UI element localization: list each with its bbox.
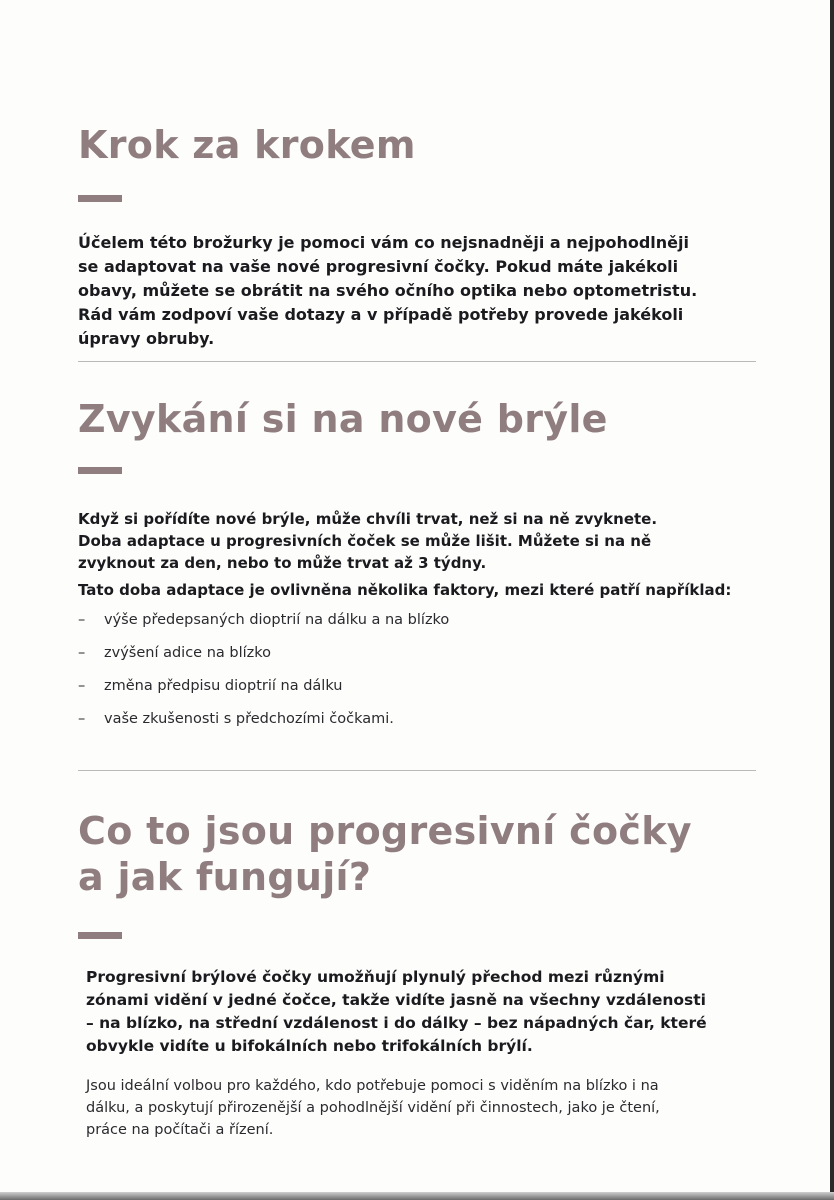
list-item bbox=[78, 645, 718, 678]
adaptation-paragraph bbox=[78, 508, 788, 574]
heading-getting-used-to-glasses: Zvykání si na nové brýle bbox=[78, 397, 608, 441]
adaptation-line: Doba adaptace u progresivních čoček se může lišit. Můžete si na ně bbox=[78, 532, 652, 550]
list-item-text: vaše zkušenosti s předchozími čočkami. bbox=[104, 711, 394, 727]
lens-explanation-line: – na blízko, na střední vzdálenost i do dálky – bez nápadných čar, které bbox=[86, 1014, 707, 1032]
lens-explanation-line: Progresivní brýlové čočky umožňují plynulý přechod mezi různými bbox=[86, 968, 665, 986]
intro-paragraph bbox=[78, 231, 778, 351]
intro-line: úpravy obruby. bbox=[78, 329, 215, 348]
heading-line: a jak fungují? bbox=[78, 855, 372, 899]
heading-accent-bar bbox=[78, 195, 122, 202]
list-item-text: zvýšení adice na blízko bbox=[104, 645, 272, 661]
bullet-dash: – bbox=[78, 612, 86, 628]
list-item-text: výše předepsaných dioptrií na dálku a na blízko bbox=[104, 612, 450, 628]
lens-benefits-line: práce na počítači a řízení. bbox=[86, 1122, 274, 1138]
heading-line: Co to jsou progresivní čočky bbox=[78, 809, 692, 853]
heading-what-are-progressive-lenses bbox=[78, 808, 692, 900]
list-item bbox=[78, 678, 718, 711]
scan-edge-right bbox=[830, 0, 834, 1200]
list-item bbox=[78, 612, 718, 645]
heading-accent-bar bbox=[78, 932, 122, 939]
lens-benefits-line: dálku, a poskytují přirozenější a pohodlnější vidění při činnostech, jako je čtení, bbox=[86, 1100, 660, 1116]
list-item-text: změna předpisu dioptrií na dálku bbox=[104, 678, 343, 694]
factors-intro: Tato doba adaptace je ovlivněna několika faktory, mezi které patří například: bbox=[78, 581, 732, 599]
scan-edge-bottom bbox=[0, 1192, 834, 1200]
section-divider bbox=[78, 361, 756, 362]
lens-explanation-line: zónami vidění v jedné čočce, takže vidíte jasně na všechny vzdálenosti bbox=[86, 991, 706, 1009]
adaptation-line: zvyknout za den, nebo to může trvat až 3 týdny. bbox=[78, 554, 487, 572]
heading-accent-bar bbox=[78, 467, 122, 474]
intro-line: Účelem této brožurky je pomoci vám co nejsnadněji a nejpohodlněji bbox=[78, 233, 689, 252]
bullet-dash: – bbox=[78, 645, 86, 661]
lens-benefits-line: Jsou ideální volbou pro každého, kdo potřebuje pomoci s viděním na blízko i na bbox=[86, 1078, 659, 1094]
intro-line: Rád vám zodpoví vaše dotazy a v případě potřeby provede jakékoli bbox=[78, 305, 684, 324]
factors-list bbox=[78, 612, 718, 744]
lens-explanation-paragraph bbox=[86, 966, 786, 1058]
heading-step-by-step: Krok za krokem bbox=[78, 123, 416, 167]
bullet-dash: – bbox=[78, 711, 86, 727]
list-item bbox=[78, 711, 718, 744]
bullet-dash: – bbox=[78, 678, 86, 694]
intro-line: obavy, můžete se obrátit na svého očního optika nebo optometristu. bbox=[78, 281, 698, 300]
intro-line: se adaptovat na vaše nové progresivní čočky. Pokud máte jakékoli bbox=[78, 257, 679, 276]
lens-explanation-line: obvykle vidíte u bifokálních nebo trifokálních brýlí. bbox=[86, 1037, 533, 1055]
adaptation-line: Když si pořídíte nové brýle, může chvíli trvat, než si na ně zvyknete. bbox=[78, 510, 658, 528]
lens-benefits-paragraph bbox=[86, 1075, 786, 1141]
section-divider bbox=[78, 770, 756, 771]
